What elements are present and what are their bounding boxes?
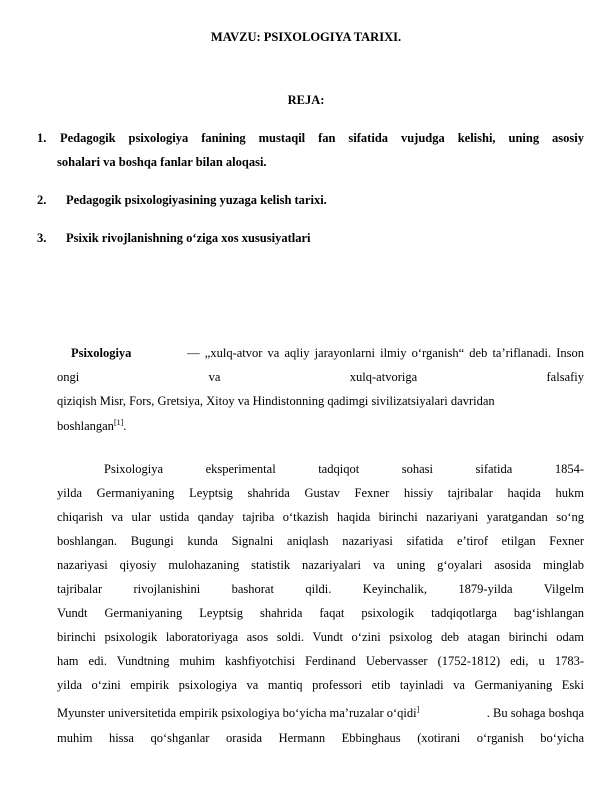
paragraph-line: yilda Germaniyaning Leyptsig shahrida Gustav Fexner hissiy tajribalar haqida hukm: [57, 486, 584, 500]
paragraph-line: chiqarish va ular ustida qanday tajriba o‘tkazish haqida birinchi nazariyani yaratgandan so‘ng: [57, 510, 584, 524]
paragraph-line: Psixologiya eksperimental tadqiqot sohasi sifatida 1854-: [104, 462, 584, 476]
word: falsafiy: [546, 370, 584, 384]
plan-heading: REJA:: [287, 93, 325, 107]
footnote-ref[interactable]: ]: [416, 704, 420, 714]
paragraph-line: [57, 369, 584, 385]
term: Psixologiya: [71, 346, 132, 360]
word: va: [208, 370, 221, 384]
paragraph-line: muhim hissa qo‘shganlar orasida Hermann Ebbinghaus (xotirani o‘rganish bo‘yicha: [57, 731, 584, 745]
list-item-number: 3.: [37, 231, 47, 245]
paragraph-line: [71, 345, 584, 361]
paragraph-text: — „xulq-atvor va aqliy jarayonlarni ilmiy o‘rganish“ deb ta’riflanadi. Inson: [187, 346, 584, 360]
footnote-ref[interactable]: [1]: [113, 417, 124, 427]
paragraph-line: ham edi. Vundtning muhim kashfiyotchisi Ferdinand Uebervasser (1752-1812) edi, u 1783-: [57, 654, 584, 668]
page-title: MAVZU: PSIXOLOGIYA TARIXI.: [210, 30, 402, 44]
list-item-text-cont: sohalari va boshqa fanlar bilan aloqasi.: [57, 155, 267, 169]
list-item-text: Pedagogik psixologiya fanining mustaqil fan sifatida vujudga kelishi, uning asosiy: [60, 131, 584, 145]
list-item-text: Psixik rivojlanishning o‘ziga xos xususiyatlari: [66, 231, 311, 245]
paragraph-line: nazariyasi qiyosiy mulohazaning statistik nazariyalari va uning g‘oyalari asosida minglab: [57, 558, 584, 572]
paragraph-line: boshlangan. Bugungi kunda Signalni aniqlash nazariyasi sifatida e’tirof etilgan Fexner: [57, 534, 584, 548]
paragraph-line: yilda o‘zini empirik psixologiya va mantiq professori etib tayinladi va Germaniyaning Eski: [57, 678, 584, 692]
paragraph-line: Vundt Germaniyaning Leyptsig shahrida faqat psixologik tadqiqotlarga bag‘ishlangan: [57, 606, 584, 620]
paragraph-line: qiziqish Misr, Fors, Gretsiya, Xitoy va Hindistonning qadimgi sivilizatsiyalari davridan: [57, 394, 495, 408]
word: ongi: [57, 370, 80, 384]
paragraph-line: boshlangan[1].: [57, 417, 127, 433]
word: xulq-atvoriga: [349, 370, 418, 384]
paragraph-line: birinchi psixologik laboratoriyaga asos soldi. Vundt o‘zini psixolog deb atagan birinchi odam: [57, 630, 584, 644]
paragraph-line: Myunster universitetida empirik psixologiya bo‘yicha ma’ruzalar o‘qidi] . Bu sohaga boshqa: [57, 704, 584, 720]
list-item-number: 2.: [37, 193, 47, 207]
paragraph-line: tajribalar rivojlanishini bashorat qildi. Keyinchalik, 1879-yilda Vilgelm: [57, 582, 584, 596]
list-item-number: 1.: [37, 131, 47, 145]
list-item-text: Pedagogik psixologiyasining yuzaga kelish tarixi.: [66, 193, 327, 207]
